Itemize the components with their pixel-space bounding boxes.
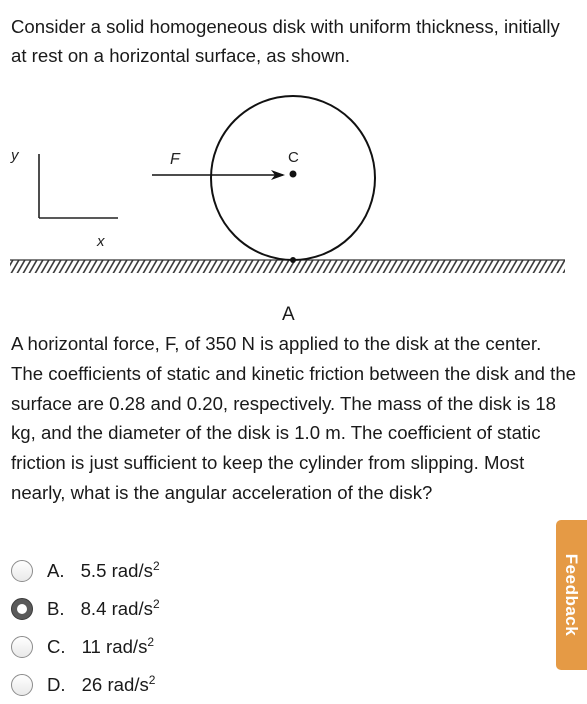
radio-button[interactable] <box>11 560 33 582</box>
option-a[interactable] <box>11 552 551 590</box>
x-axis-label: x <box>97 233 105 250</box>
radio-button[interactable] <box>11 674 33 696</box>
figure-caption: A <box>282 304 295 325</box>
option-d[interactable] <box>11 666 551 704</box>
option-value: 8.4 rad/$s^2$ <box>80 597 160 619</box>
feedback-tab[interactable] <box>556 520 587 670</box>
answer-options <box>11 552 551 704</box>
center-label: C <box>288 149 299 166</box>
feedback-label: Feedback <box>562 553 582 637</box>
option-letter: A. <box>47 560 65 581</box>
disk-circle <box>211 96 375 260</box>
ground-surface <box>10 260 565 273</box>
option-letter: B. <box>47 598 65 619</box>
question-problem: A horizontal force, F, of 350 N is applied to the disk at the center. The coefficients of static and kinetic friction between the disk and the surface are 0.28 and 0.20, respectively. The mass of the disk is 18 kg, and the diameter of the disk is 1.0 m. The coefficient of static friction is just sufficient to keep the cylinder from slipping. Most nearly, what is the angular acceleration of the disk? <box>11 333 577 503</box>
contact-point <box>290 257 296 263</box>
radio-button-selected[interactable] <box>11 598 33 620</box>
option-c[interactable] <box>11 628 551 666</box>
option-letter: D. <box>47 674 66 695</box>
force-label: F <box>170 151 180 168</box>
option-value: 11 rad/$s^2$ <box>81 635 155 657</box>
option-letter: C. <box>47 636 66 657</box>
center-point <box>290 171 297 178</box>
option-b[interactable] <box>11 590 551 628</box>
disk-figure <box>0 0 587 330</box>
option-value: 5.5 rad/$s^2$ <box>80 559 160 581</box>
option-value: 26 rad/$s^2$ <box>81 673 156 695</box>
y-axis-label: y <box>11 147 19 164</box>
radio-button[interactable] <box>11 636 33 658</box>
disk-diagram <box>0 0 587 330</box>
question-intro: Consider a solid homogeneous disk with uniform thickness, initially at rest on a horizontal surface, as shown. <box>11 16 560 66</box>
